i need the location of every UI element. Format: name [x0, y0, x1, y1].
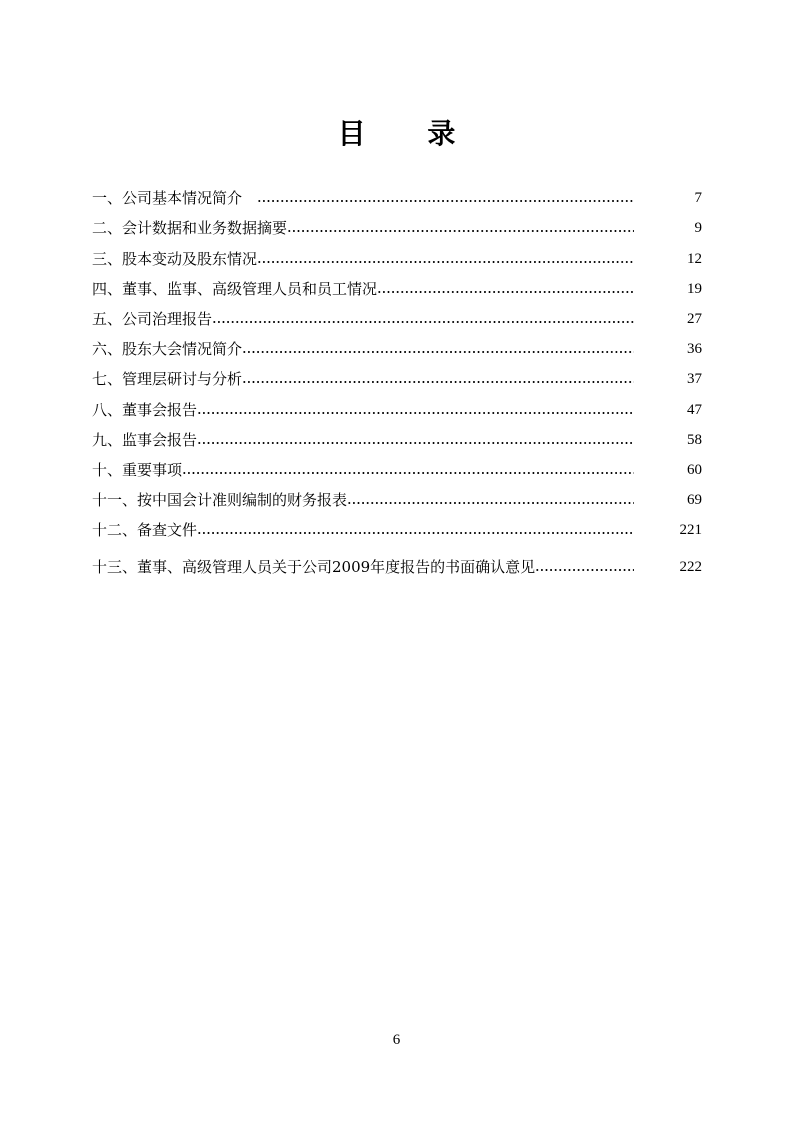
toc-entry-page: 69 [687, 492, 702, 509]
toc-entry[interactable] [92, 238, 702, 268]
toc-entry[interactable] [92, 178, 702, 208]
toc-entry[interactable] [92, 420, 702, 450]
toc-entry-page: 7 [694, 190, 702, 207]
dot-leader [197, 531, 634, 535]
toc-entry-label: 十二、备查文件 [92, 521, 198, 540]
dot-leader [377, 290, 634, 294]
toc-entry-page: 12 [687, 250, 702, 267]
toc-entry-page: 47 [687, 401, 702, 418]
toc-entry[interactable] [92, 547, 702, 577]
dot-leader [257, 199, 634, 203]
dot-leader [347, 501, 634, 505]
toc-entry-label: 五、公司治理报告 [92, 309, 213, 328]
dot-leader [242, 380, 634, 384]
toc-entry[interactable] [92, 510, 702, 540]
toc-entry-label: 十、重要事项 [92, 460, 183, 479]
toc-entry-page: 60 [687, 461, 702, 478]
dot-leader [535, 568, 634, 572]
toc-entry-label: 十三、董事、高级管理人员关于公司2009年度报告的书面确认意见 [92, 558, 536, 577]
toc-entry-page: 36 [687, 341, 702, 358]
dot-leader [257, 260, 634, 264]
dot-leader [182, 471, 634, 475]
toc-entry[interactable] [92, 480, 702, 510]
toc-entry[interactable] [92, 299, 702, 329]
toc-entry-label: 六、股东大会情况简介 [92, 340, 243, 359]
dot-leader [197, 411, 634, 415]
toc-entry[interactable] [92, 269, 702, 299]
dot-leader [287, 229, 634, 233]
toc-entry-label: 九、监事会报告 [92, 430, 198, 449]
toc-entry-page: 19 [687, 280, 702, 297]
toc-entry-page: 9 [694, 220, 702, 237]
toc-entry[interactable] [92, 389, 702, 419]
toc-entry-label: 十一、按中国会计准则编制的财务报表 [92, 491, 348, 510]
toc-entry-page: 222 [679, 559, 702, 576]
toc-entry-page: 37 [687, 371, 702, 388]
toc-entry-label: 四、董事、监事、高级管理人员和员工情况 [92, 279, 378, 298]
toc-entry[interactable] [92, 208, 702, 238]
dot-leader [197, 441, 634, 445]
toc-entry-label: 二、会计数据和业务数据摘要 [92, 219, 288, 238]
toc-entry-page: 27 [687, 310, 702, 327]
toc-entry[interactable] [92, 450, 702, 480]
page-number: 6 [392, 1032, 401, 1048]
dot-leader [212, 320, 634, 324]
toc-entry-label: 八、董事会报告 [92, 400, 198, 419]
toc-entry[interactable] [92, 329, 702, 359]
page-title: 目 录 [337, 117, 482, 150]
toc-entry-page: 58 [687, 431, 702, 448]
toc-entry-label: 七、管理层研讨与分析 [92, 370, 243, 389]
toc-entry[interactable] [92, 359, 702, 389]
table-of-contents [92, 178, 702, 577]
toc-entry-label: 一、公司基本情况简介 [92, 189, 258, 208]
toc-entry-page: 221 [679, 522, 702, 539]
toc-entry-label: 三、股本变动及股东情况 [92, 249, 258, 268]
dot-leader [242, 350, 634, 354]
